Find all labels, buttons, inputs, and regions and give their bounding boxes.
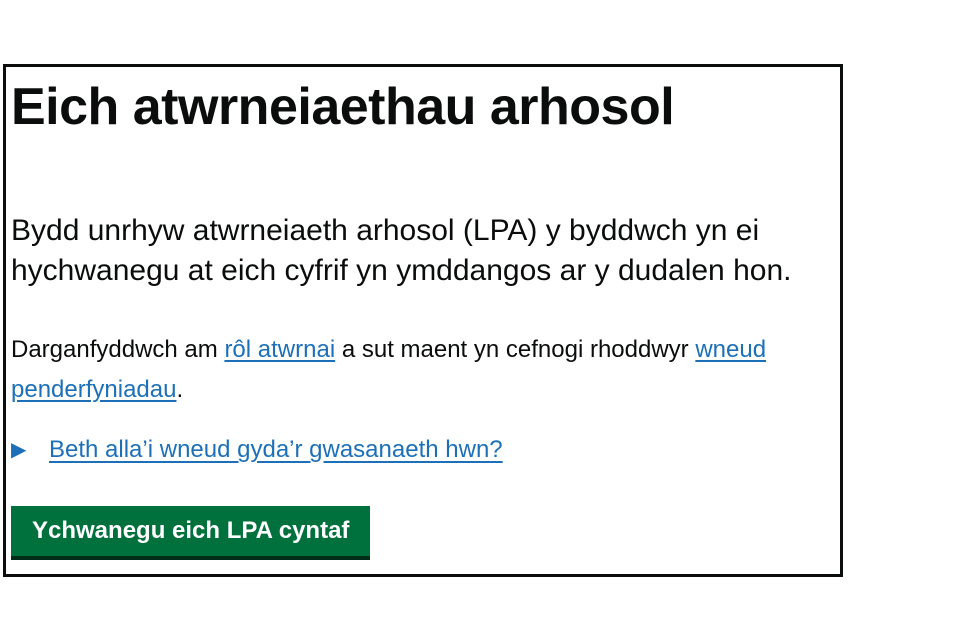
details-expander[interactable]	[11, 435, 820, 465]
details-summary-link[interactable]: Beth alla’i wneud gyda’r gwasanaeth hwn?	[49, 436, 503, 463]
find-out-text-middle: a sut maent yn cefnogi rhoddwyr	[335, 336, 696, 363]
content-panel	[3, 64, 843, 577]
making-decisions-link[interactable]: wneud penderfyniadau	[11, 336, 767, 403]
intro-paragraph: Bydd unrhyw atwrneiaeth arhosol (LPA) y byddwch yn ei hychwanegu at eich cyfrif yn ymddangos ar y dudalen hon.	[11, 214, 792, 287]
page-title: Eich atwrneiaethau arhosol	[11, 78, 675, 136]
triangle-right-icon: ▶	[11, 439, 27, 461]
attorney-role-link[interactable]: rôl atwrnai	[224, 336, 336, 363]
find-out-text-before: Darganfyddwch am	[11, 336, 225, 363]
find-out-text-after: .	[176, 376, 184, 403]
add-first-lpa-button[interactable]: Ychwanegu eich LPA cyntaf	[11, 506, 370, 556]
find-out-paragraph	[11, 330, 816, 410]
